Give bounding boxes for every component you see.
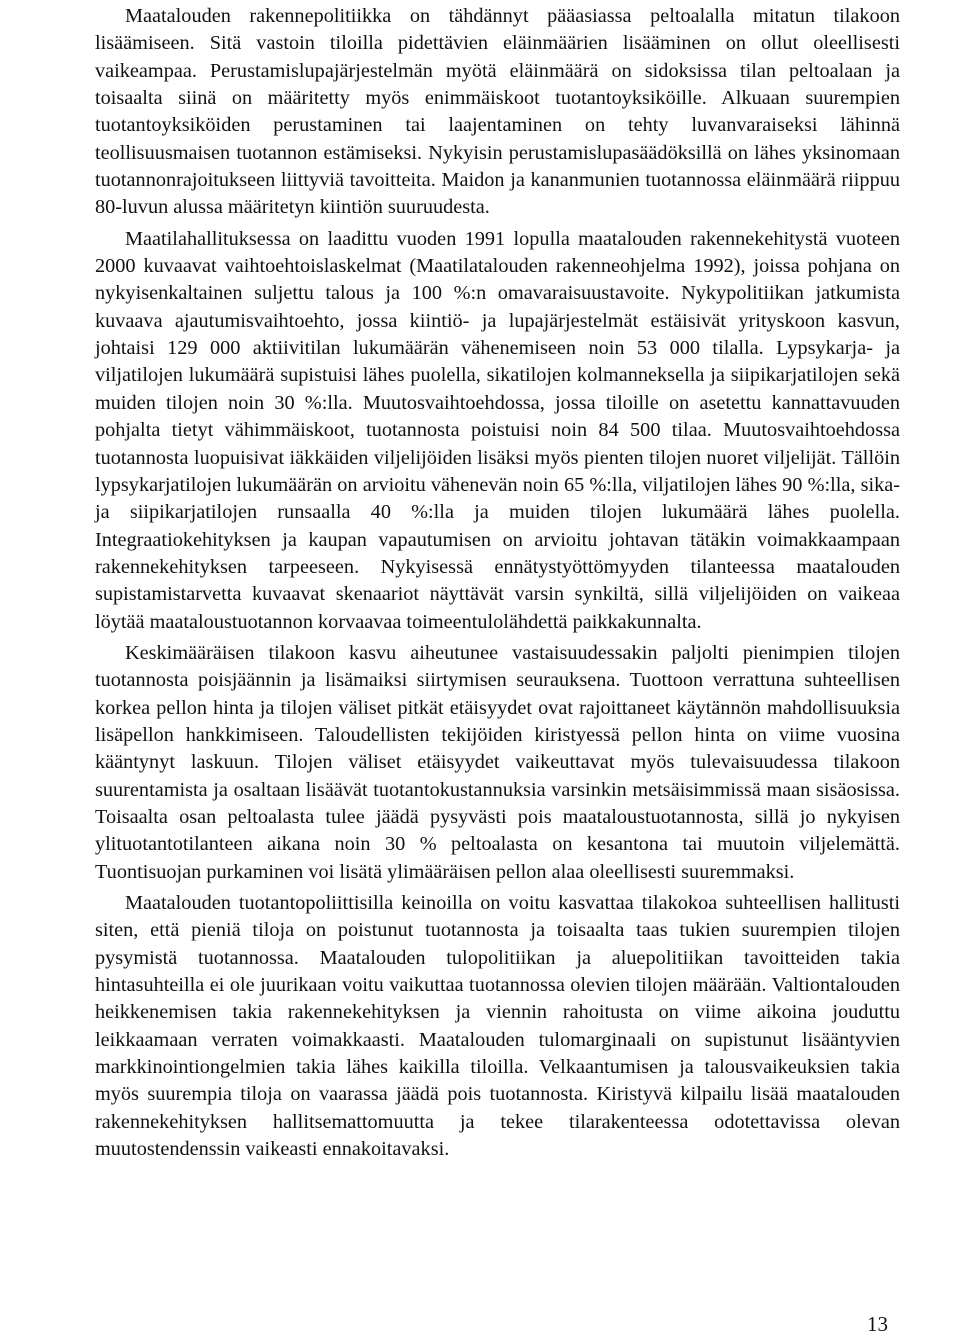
page-number: 13 (867, 1312, 888, 1336)
paragraph-3: Keskimääräisen tilakoon kasvu aiheutunee vastaisuudessakin paljolti pienimpien tilojen tuotannosta poisjäännin ja lisämaiksi siirtymisen seurauksena. Tuottoon verrattuna suhteellisen korkea pellon hinta ja tilojen väliset pitkät etäisyydet ovat rajoittaneet käytännön mahdollisuuksia lisäpellon hankkimiseen. Taloudellisten tekijöiden kiristyessä pellon hinta on viime vuosina kääntynyt laskuun. Tilojen väliset etäisyydet vaikeuttavat myös tulevaisuudessa tilakoon suurentamista ja osaltaan lisäävät tuotantokustannuksia varsinkin metsäisimmissä maan sisäosissa. Toisaalta osan peltoalasta tulee jäädä pysyvästi pois maataloustuotannosta, sillä jo nykyisen ylituotantotilanteen aikana noin 30 % peltoalasta on kesantona tai muutoin viljelemättä. Tuontisuojan purkaminen voi lisätä ylimääräisen pellon alaa oleellisesti suuremmaksi. (95, 641, 900, 883)
paragraph-4: Maatalouden tuotantopoliittisilla keinoilla on voitu kasvattaa tilakokoa suhteellisen hallitusti siten, että pieniä tiloja on poistunut tuotannosta ja toisaalta taas tukien suurempien tilojen pysymistä tuotannossa. Maatalouden tulopolitiikan ja aluepolitiikan tavoitteiden takia hintasuhteilla ei ole juurikaan voitu vaikuttaa tuotannossa olevien tilojen määrään. Valtiontalouden heikkenemisen takia rakennekehityksen ja viennin rahoitusta on viime aikoina jouduttu leikkaamaan verraten voimakkaasti. Maatalouden tulomarginaali on supistunut lisääntyvien markkinointiongelmien takia lähes kaikilla tiloilla. Velkaantumisen ja talousvaikeuksien takia myös suurempia tiloja on vaarassa jäädä pois tuotannosta. Kiristyvä kilpailu lisää maatalouden rakennekehityksen hallitsemattomuutta ja tekee tilarakenteessa odotettavissa olevan muutostendenssin vaikeasti ennakoitavaksi. (95, 892, 900, 1161)
paragraph-2: Maatilahallituksessa on laadittu vuoden 1991 lopulla maatalouden rakennekehitystä vuoteen 2000 kuvaavat vaihtoehtoislaskelmat (Maatilatalouden rakenneohjelma 1992), joissa pohjana on nykyisenkaltainen suljettu talous ja 100 %:n omavaraisuustavoite. Nykypolitiikan jatkumista kuvaava ajautumisvaihtoehto, jossa kiintiö- ja lupajärjestelmät estäisivät yrityskoon kasvun, johtaisi 129 000 aktiivitilan lukumäärän vähenemiseen noin 53 000 tilalla. Lypsykarja- ja viljatilojen lukumäärä supistuisi lähes puolella, sikatilojen kolmanneksella ja siipikarjatilojen sekä muiden tilojen noin 30 %:lla. Muutosvaihtoehdossa, jossa tiloille on asetettu kannattavuuden pohjalta tietyt vähimmäiskoot, tuotannosta poistuisi noin 84 500 tilaa. Muutosvaihtoehdossa tuotannosta luopuisivat iäkkäiden viljelijöiden lisäksi myös pienten tilojen nuoret viljelijät. Tällöin lypsykarjatilojen lukumäärän on arvioitu vähenevän noin 65 %:lla, viljatilojen lähes 90 %:lla, sika- ja siipikarjatilojen runsaalla 40 %:lla ja muiden tilojen lukumäärä lähes puolella. Integraatiokehityksen ja kaupan vapautumisen on arvioitu johtavan tätäkin voimakkaampaan rakennekehityksen tarpeeseen. Nykyisessä ennätystyöttömyyden tilanteessa maatalouden supistamistarvetta kuvaavat skenaariot näyttävät varsin synkiltä, sillä viljelijöiden on vaikeaa löytää maataloustuotannon korvaavaa toimeentulolähdettä paikkakunnalta. (95, 227, 900, 633)
document-page (95, 3, 900, 1163)
paragraph-1: Maatalouden rakennepolitiikka on tähdännyt pääasiassa peltoalalla mitatun tilakoon lisäämiseen. Sitä vastoin tiloilla pidettävien eläinmäärien lisääminen on ollut oleellisesti vaikeampaa. Perustamislupajärjestelmän myötä eläinmäärä on sidoksissa tilan peltoalaan ja toisaalta siinä on määritetty myös enimmäiskoot tuotantoyksiköille. Alkuaan suurempien tuotantoyksiköiden perustaminen tai laajentaminen on tehty luvanvaraiseksi lähinnä teollisuusmaisen tuotannon estämiseksi. Nykyisin perustamislupasäädöksillä on lähes yksinomaan tuotannonrajoitukseen liittyviä tavoitteita. Maidon ja kananmunien tuotannossa eläinmäärä riippuu 80-luvun alussa määritetyn kiintiön suuruudesta. (95, 5, 900, 219)
